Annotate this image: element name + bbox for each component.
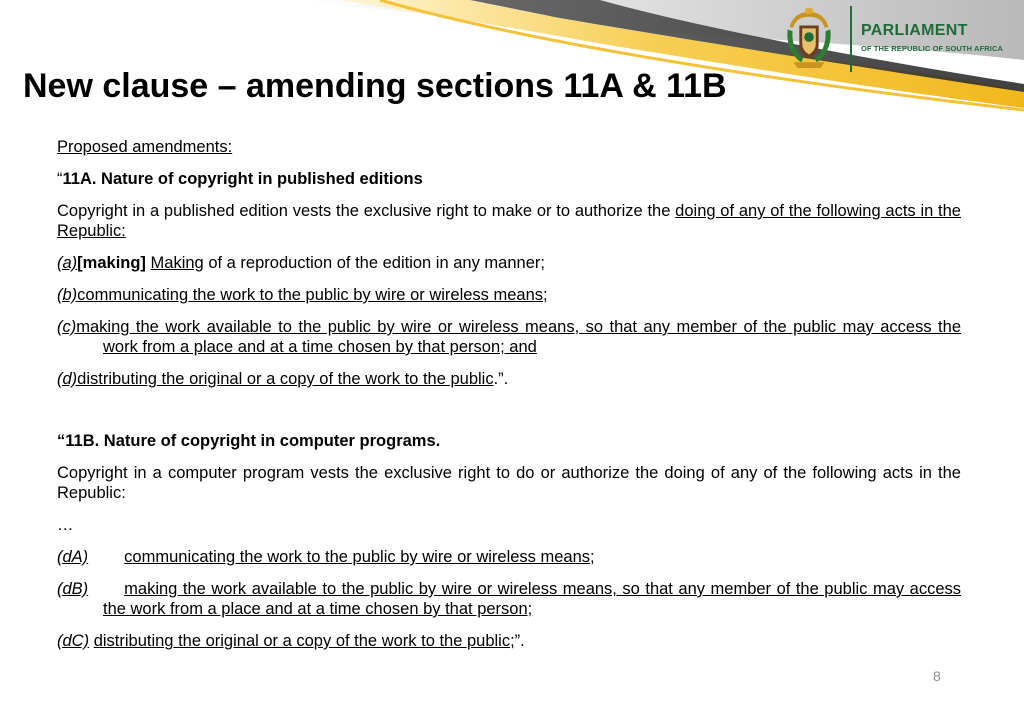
item-c-label: (c)	[57, 318, 77, 336]
item-a-deleted-text: [making]	[77, 254, 146, 272]
item-d-end: .”.	[493, 370, 509, 388]
coat-of-arms-icon	[780, 8, 838, 70]
item-dc-label: (dC)	[57, 632, 90, 650]
slide-content	[57, 137, 961, 651]
item-a-label: (a)	[57, 254, 78, 272]
brand-title: PARLIAMENT	[861, 22, 968, 39]
item-dc-end: ”.	[514, 632, 525, 650]
item-b-text: communicating the work to the public by wire or wireless means;	[77, 286, 548, 304]
item-da-label: (dA)	[57, 548, 89, 566]
section-11a-lead	[57, 201, 961, 241]
item-b	[57, 285, 961, 305]
item-a	[57, 253, 961, 273]
item-d-text: distributing the original or a copy of the work to the public	[77, 370, 494, 388]
lead-underlined-text: doing of any of the following acts in the Republic:	[57, 202, 961, 240]
item-da-text: communicating the work to the public by wire or wireless means;	[124, 548, 595, 566]
item-d	[57, 369, 961, 389]
item-db-label: (dB)	[57, 580, 89, 598]
item-b-label: (b)	[57, 286, 78, 304]
section-11b-lead: Copyright in a computer program vests the exclusive right to do or authorize the doing of any of the following acts in the Republic:	[57, 464, 961, 502]
open-quote: “	[57, 170, 63, 188]
item-db	[57, 579, 961, 619]
item-d-label: (d)	[57, 370, 78, 388]
item-a-end: ;	[540, 254, 545, 272]
section-11a-title: 11A. Nature of copyright in published editions	[62, 170, 423, 188]
intro-text: Proposed amendments:	[57, 138, 233, 156]
item-dc-text: distributing the original or a copy of the work to the public;	[93, 632, 515, 650]
header-swoosh-graphic	[0, 0, 1024, 125]
brand-divider	[850, 6, 852, 72]
item-a-inserted-text: Making	[150, 254, 204, 272]
item-dc	[57, 631, 961, 651]
item-da	[57, 547, 961, 567]
slide-title: New clause – amending sections 11A & 11B	[23, 67, 727, 105]
section-11b-heading: “11B. Nature of copyright in computer programs.	[57, 432, 441, 450]
brand-subtitle: OF THE REPUBLIC OF SOUTH AFRICA	[861, 44, 1003, 53]
lead-plain-text: Copyright in a published edition vests the exclusive right to make or to authorize the	[57, 202, 676, 220]
item-a-text: of a reproduction of the edition in any manner	[203, 254, 541, 272]
section-11a-heading	[57, 169, 961, 189]
item-c	[57, 317, 961, 357]
item-c-text: making the work available to the public by wire or wireless means, so that any member of the public may access the work from a place and at a time chosen by that person; and	[76, 318, 961, 356]
page-number: 8	[933, 668, 941, 684]
ellipsis: …	[57, 516, 74, 534]
item-db-text: making the work available to the public by wire or wireless means, so that any member of the public may access the work from a place and at a time chosen by that person;	[103, 580, 961, 618]
